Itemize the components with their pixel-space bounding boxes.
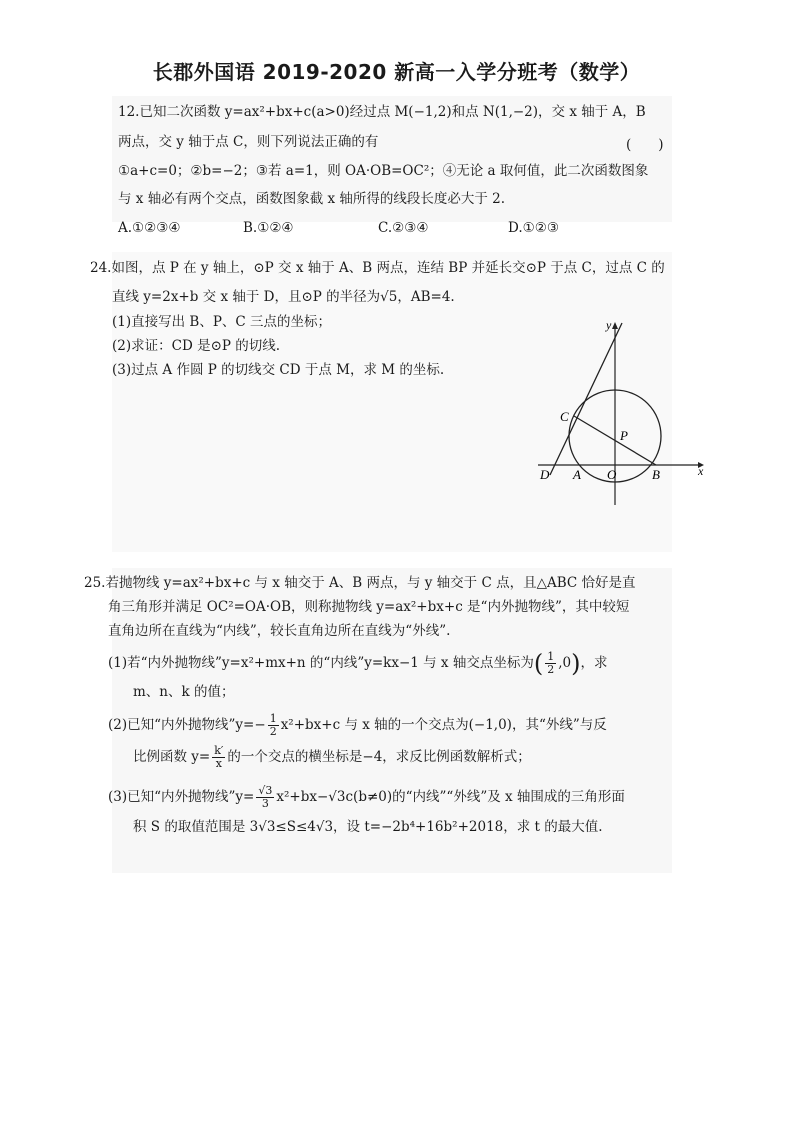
- label-d: D: [540, 467, 550, 482]
- q12-answer-paren: ( ): [626, 137, 664, 153]
- q25-p1-text-c: ，求: [580, 655, 608, 671]
- q12-line-1: 12.已知二次函数 y=ax²+bx+c(a>0)经过点 M(−1,2)和点 N(1,−2)，交 x 轴于 A，B: [118, 104, 646, 120]
- q25-line-2: 角三角形并满足 OC²=OA·OB，则称抛物线 y=ax²+bx+c 是“内外抛物线”，其中较短: [108, 599, 630, 615]
- q25-p2-text-a: (2)已知“内外抛物线”y=−: [108, 717, 266, 733]
- q25-part-2: [108, 713, 607, 738]
- label-o: O: [607, 467, 617, 482]
- q25-p3-text-a: (3)已知“内外抛物线”y=: [108, 789, 255, 805]
- q12-line-2: 两点，交 y 轴于点 C，则下列说法正确的有: [118, 134, 379, 150]
- q24-line-1: 24.如图，点 P 在 y 轴上，⊙P 交 x 轴于 A、B 两点，连结 BP 并延长交⊙P 于点 C，过点 C 的: [90, 260, 665, 276]
- label-p: P: [620, 428, 628, 443]
- q25-p2-line-2: [133, 745, 531, 770]
- q25-p3-text-b: x²+bx−√3c(b≠0)的“内线”“外线”及 x 轴围成的三角形面: [276, 789, 625, 805]
- q25-p2-text-b: x²+bx+c 与 x 轴的一个交点为(−1,0)，其“外线”与反: [280, 717, 607, 733]
- q24-part-3: (3)过点 A 作圆 P 的切线交 CD 于点 M，求 M 的坐标.: [112, 362, 445, 378]
- label-y: y: [606, 318, 612, 332]
- open-paren: (: [533, 649, 544, 678]
- label-a: A: [573, 467, 581, 482]
- q25-p3-line-2: 积 S 的取值范围是 3√3≤S≤4√3，设 t=−2b⁴+16b²+2018，求 t 的最大值.: [133, 819, 603, 835]
- tangent-line-cd: [550, 323, 622, 475]
- q25-p2-text-d: 的一个交点的横坐标是−4，求反比例函数解析式；: [227, 749, 531, 765]
- q25-line-1: 25.若抛物线 y=ax²+bx+c 与 x 轴交于 A、B 两点，与 y 轴交于 C 点，且△ABC 恰好是直: [84, 575, 636, 591]
- q24-part-1: (1)直接写出 B、P、C 三点的坐标；: [112, 314, 332, 330]
- q12-line-4: 与 x 轴必有两个交点，函数图象截 x 轴所得的线段长度必大于 2.: [118, 191, 506, 207]
- label-b: B: [652, 467, 660, 482]
- q25-line-3: 直角边所在直线为“内线”，较长直角边所在直线为“外线”.: [108, 623, 451, 639]
- q25-p1-text-b: ,0: [558, 655, 572, 671]
- fraction-one-half: $\frac{1}{2}$: [547, 650, 555, 676]
- q12-choice-d: D.①②③: [508, 220, 559, 236]
- label-x: x: [698, 464, 704, 478]
- q25-p1-text-a: (1)若“内外抛物线”y=x²+mx+n 的“内线”y=kx−1 与 x 轴交点坐标为: [108, 655, 534, 671]
- label-c: C: [560, 409, 569, 424]
- q24-line-2: 直线 y=2x+b 交 x 轴于 D，且⊙P 的半径为√5，AB=4.: [112, 289, 455, 305]
- q24-geometry-figure: [530, 315, 710, 515]
- q25-p1-line-2: m、n、k 的值；: [133, 684, 235, 700]
- y-axis-arrow: [612, 322, 618, 329]
- close-paren: ): [571, 649, 581, 678]
- fraction-root3-over-3: $\frac{√3}{3}$: [258, 784, 273, 810]
- q25-part-1: [108, 651, 607, 676]
- fraction-k-over-x: $\frac{k'}{x}$: [214, 744, 224, 770]
- page-title: 长郡外国语 2019-2020 新高一入学分班考（数学）: [152, 60, 641, 84]
- q24-part-2: (2)求证：CD 是⊙P 的切线.: [112, 338, 281, 354]
- q25-p2-text-c: 比例函数 y=: [133, 749, 211, 765]
- q12-choice-b: B.①②④: [243, 220, 294, 236]
- q12-choice-c: C.②③④: [378, 220, 429, 236]
- q12-choice-a: A.①②③④: [118, 220, 181, 236]
- q12-line-3: ①a+c=0；②b=−2；③若 a=1，则 OA·OB=OC²；④无论 a 取何值，此二次函数图象: [118, 163, 649, 179]
- fraction-one-half-2: $\frac{1}{2}$: [269, 712, 277, 738]
- q25-part-3: [108, 785, 625, 810]
